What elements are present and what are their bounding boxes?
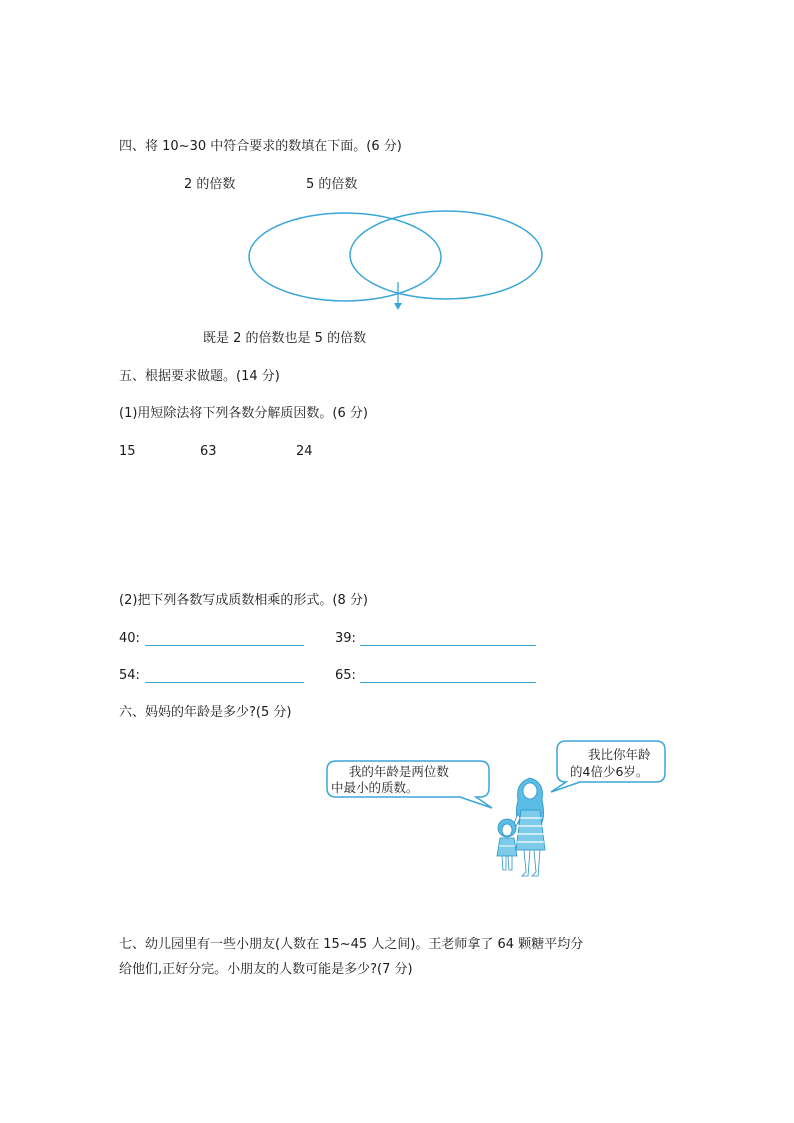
product-label-54: 54: [119,668,140,683]
product-label-65: 65: [335,668,356,683]
section7-line-1: 七、幼儿园里有一些小朋友(人数在 15~45 人之间)。王老师拿了 64 颗糖平均分 [119,937,584,952]
mom-speech-line-2: 的4倍少6岁。 [570,764,649,779]
venn-label-multiples-of-2: 2 的倍数 [184,177,236,192]
factor-number-1: 15 [119,444,136,459]
factor-number-2: 63 [200,444,217,459]
section5-heading: 五、根据要求做题。(14 分) [119,369,280,384]
venn-label-multiples-of-5: 5 的倍数 [306,177,358,192]
daughter-figure [497,819,517,870]
venn-label-overlap: 既是 2 的倍数也是 5 的倍数 [203,331,367,346]
mom-speech-line-1: 我比你年龄 [588,747,651,762]
section5-part1-heading: (1)用短除法将下列各数分解质因数。(6 分) [119,406,368,421]
section4-heading: 四、将 10~30 中符合要求的数填在下面。(6 分) [119,139,402,154]
product-label-40: 40: [119,631,140,646]
girl-speech-line-1: 我的年龄是两位数 [348,764,449,779]
factor-number-3: 24 [296,444,313,459]
girl-speech-line-2: 中最小的质数。 [331,780,419,795]
section5-part2-heading: (2)把下列各数写成质数相乘的形式。(8 分) [119,593,368,608]
section7-line-2: 给他们,正好分完。小朋友的人数可能是多少?(7 分) [119,962,413,977]
product-label-39: 39: [335,631,356,646]
section6-heading: 六、妈妈的年龄是多少?(5 分) [119,705,292,720]
